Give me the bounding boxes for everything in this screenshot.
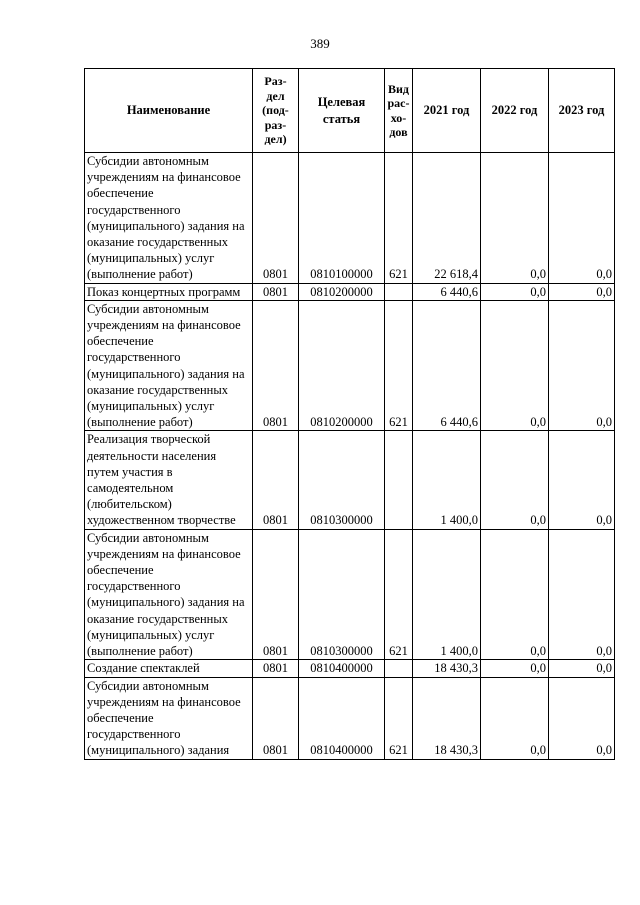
row-2023: 0,0 (549, 300, 615, 431)
row-expense-type (385, 660, 413, 677)
row-2021: 1 400,0 (413, 529, 481, 660)
row-section: 0801 (253, 529, 299, 660)
row-expense-type (385, 283, 413, 300)
row-2023: 0,0 (549, 153, 615, 284)
row-section: 0801 (253, 660, 299, 677)
table-row (85, 283, 615, 300)
row-expense-type: 621 (385, 153, 413, 284)
row-2022: 0,0 (481, 529, 549, 660)
row-expense-type: 621 (385, 677, 413, 759)
row-2022: 0,0 (481, 431, 549, 529)
row-2023: 0,0 (549, 677, 615, 759)
page-number: 389 (310, 36, 330, 51)
row-2021: 6 440,6 (413, 283, 481, 300)
row-2023: 0,0 (549, 283, 615, 300)
row-name: Субсидии автономным учреждениям на финансовое обеспечение государственного (муниципального) задания на оказание государственных (муниципальных) услуг (выполнение работ) (85, 300, 253, 431)
row-2021: 18 430,3 (413, 660, 481, 677)
row-2022: 0,0 (481, 300, 549, 431)
row-target: 0810200000 (299, 283, 385, 300)
table-row (85, 431, 615, 529)
row-section: 0801 (253, 283, 299, 300)
row-expense-type (385, 431, 413, 529)
row-section: 0801 (253, 431, 299, 529)
header-name: Наименование (85, 69, 253, 153)
header-row (85, 69, 615, 153)
row-target: 0810300000 (299, 431, 385, 529)
header-section: Раз- дел (под- раз- дел) (253, 69, 299, 153)
row-name: Показ концертных программ (85, 283, 253, 300)
row-2021: 1 400,0 (413, 431, 481, 529)
header-expense-type: Вид рас- хо- дов (385, 69, 413, 153)
row-target: 0810300000 (299, 529, 385, 660)
row-target: 0810400000 (299, 660, 385, 677)
header-target: Целевая статья (299, 69, 385, 153)
row-2022: 0,0 (481, 153, 549, 284)
row-name: Реализация творческой деятельности населения путем участия в самодеятельном (любительском) художественном творчестве (85, 431, 253, 529)
row-2023: 0,0 (549, 529, 615, 660)
row-2023: 0,0 (549, 660, 615, 677)
budget-table (84, 68, 615, 760)
row-expense-type: 621 (385, 529, 413, 660)
table-row (85, 529, 615, 660)
row-2023: 0,0 (549, 431, 615, 529)
row-2021: 6 440,6 (413, 300, 481, 431)
row-section: 0801 (253, 300, 299, 431)
row-target: 0810100000 (299, 153, 385, 284)
table-row (85, 660, 615, 677)
table-row (85, 300, 615, 431)
table-row (85, 677, 615, 759)
row-target: 0810200000 (299, 300, 385, 431)
row-name: Субсидии автономным учреждениям на финансовое обеспечение государственного (муниципального) задания на оказание государственных (муниципальных) услуг (выполнение работ) (85, 529, 253, 660)
row-2022: 0,0 (481, 677, 549, 759)
header-2023: 2023 год (549, 69, 615, 153)
row-target: 0810400000 (299, 677, 385, 759)
row-name: Создание спектаклей (85, 660, 253, 677)
row-2022: 0,0 (481, 283, 549, 300)
header-2022: 2022 год (481, 69, 549, 153)
row-section: 0801 (253, 677, 299, 759)
row-2022: 0,0 (481, 660, 549, 677)
row-name: Субсидии автономным учреждениям на финансовое обеспечение государственного (муниципального) задания (85, 677, 253, 759)
row-2021: 22 618,4 (413, 153, 481, 284)
header-2021: 2021 год (413, 69, 481, 153)
table-row (85, 153, 615, 284)
row-name: Субсидии автономным учреждениям на финансовое обеспечение государственного (муниципального) задания на оказание государственных (муниципальных) услуг (выполнение работ) (85, 153, 253, 284)
row-expense-type: 621 (385, 300, 413, 431)
row-2021: 18 430,3 (413, 677, 481, 759)
row-section: 0801 (253, 153, 299, 284)
